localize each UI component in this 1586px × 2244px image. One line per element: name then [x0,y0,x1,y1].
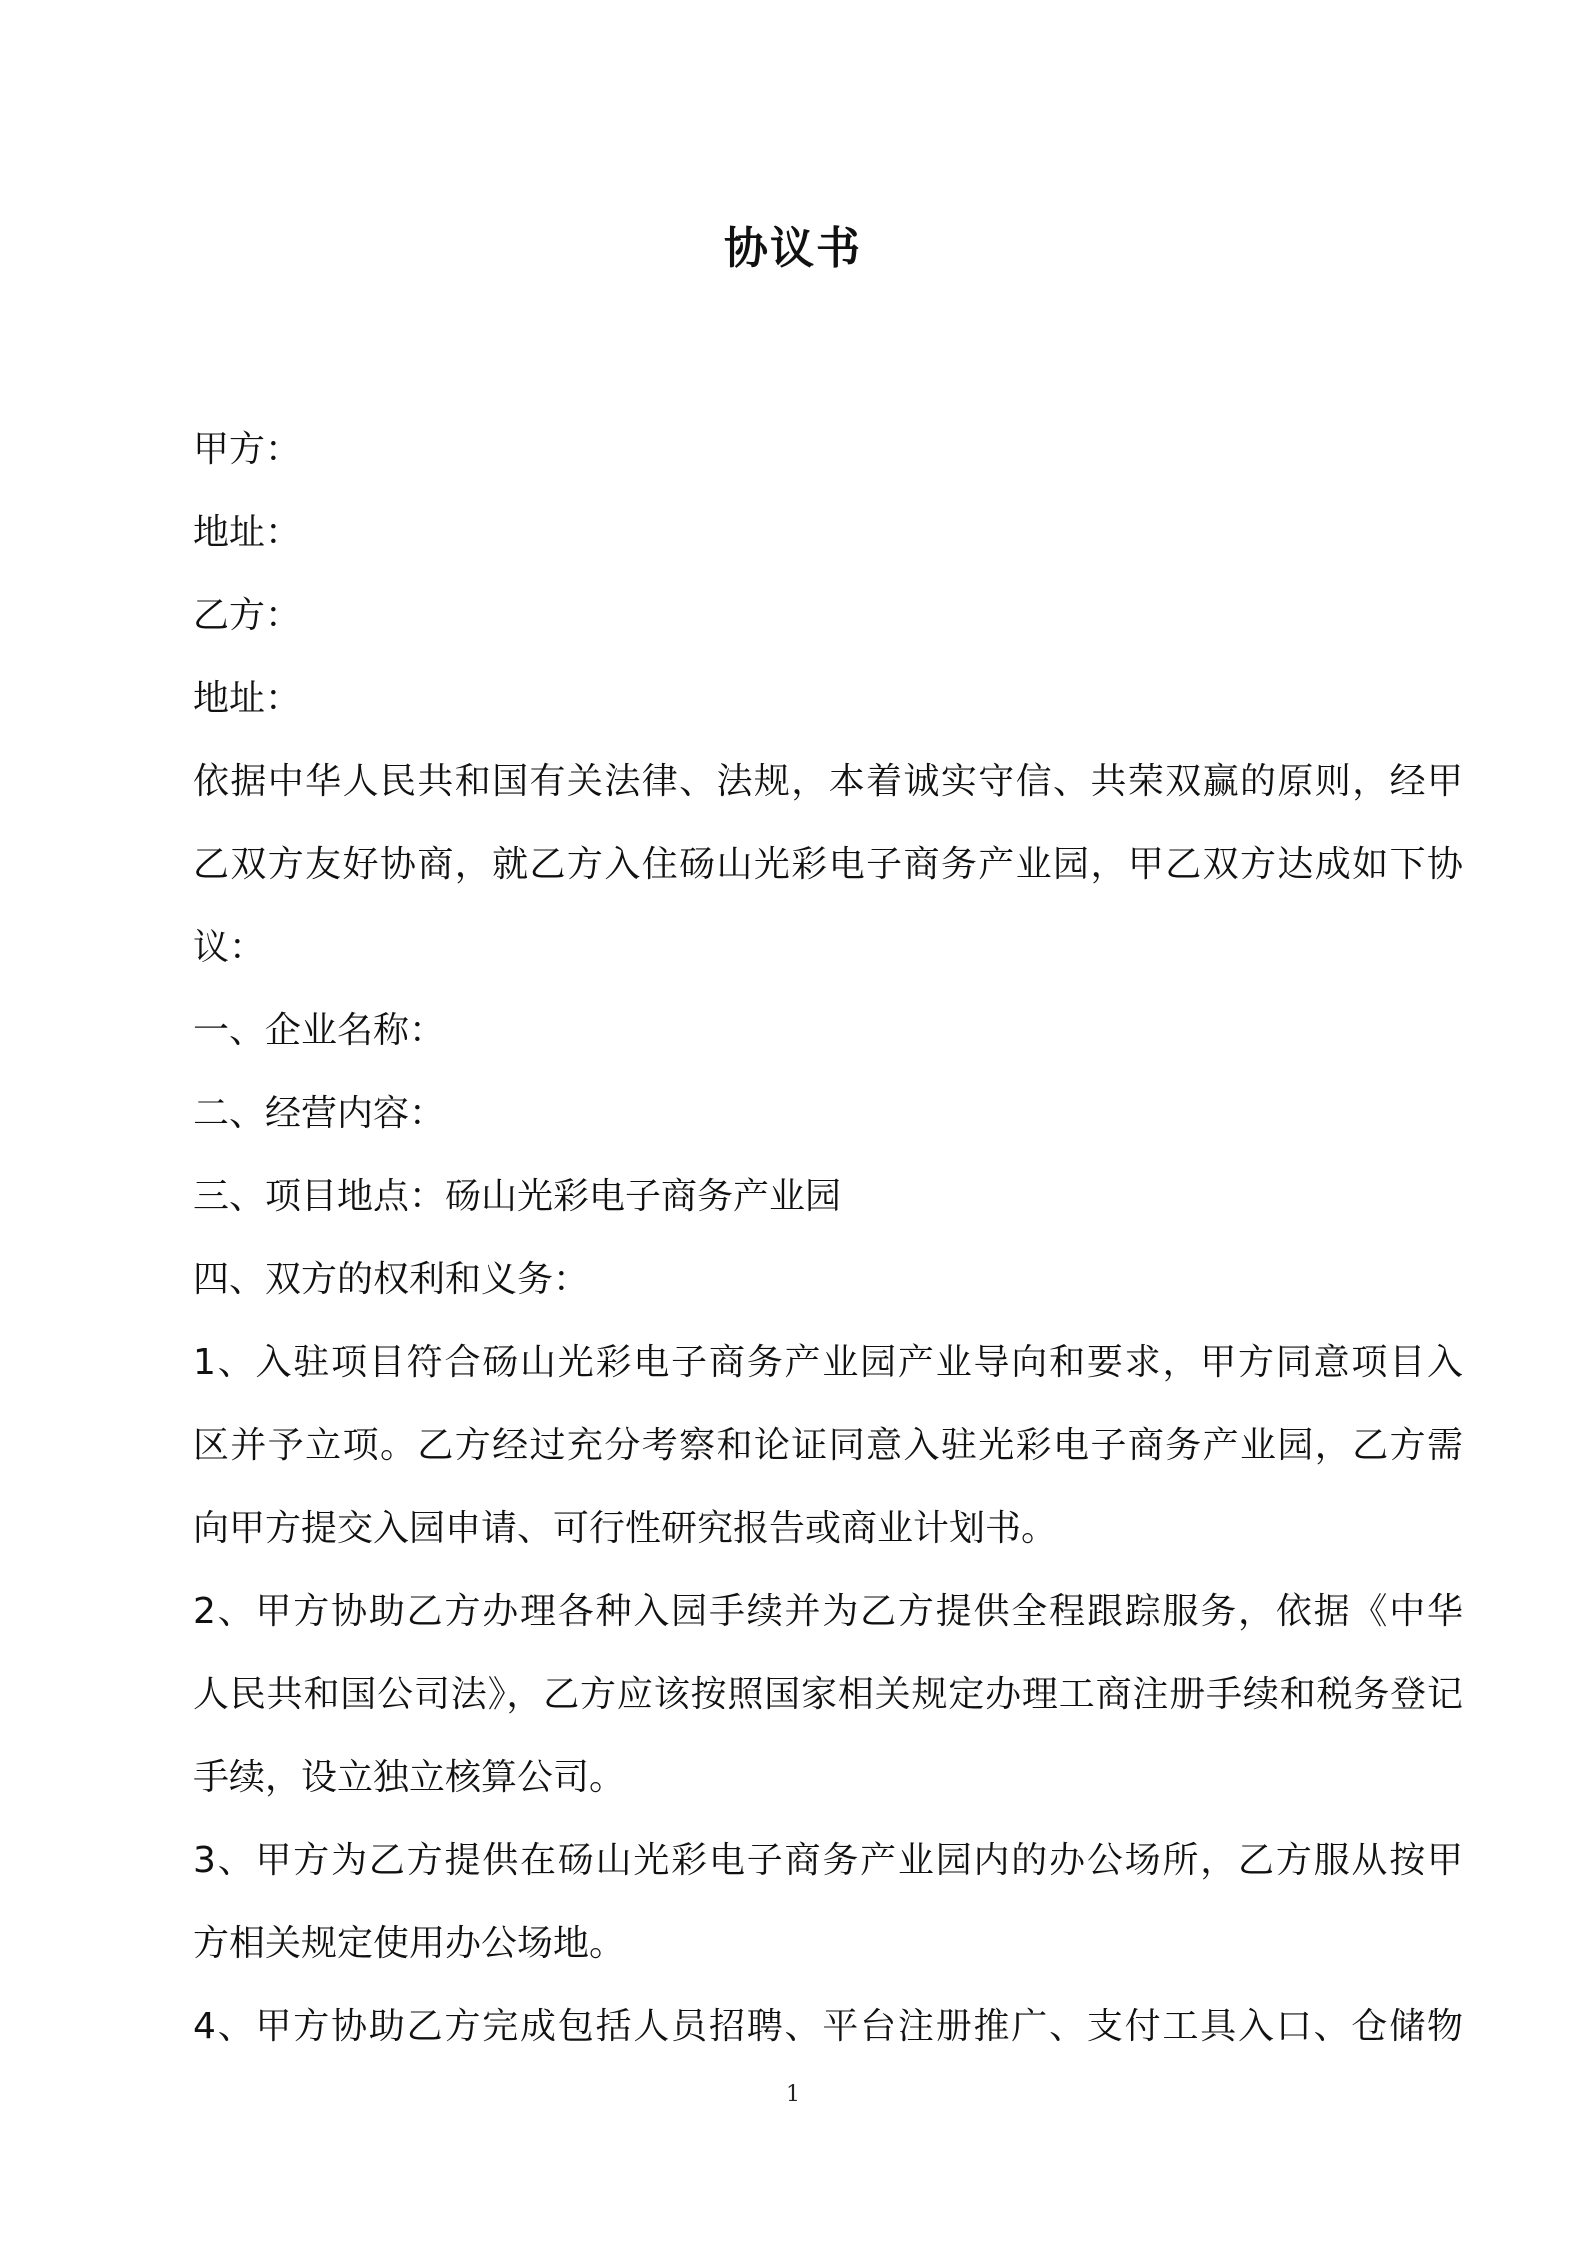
clause-3-line-1: 3、甲方为乙方提供在砀山光彩电子商务产业园内的办公场所，乙方服从按甲 [193,1840,1463,1881]
section-project-location: 三、项目地点：砀山光彩电子商务产业园 [193,1176,842,1217]
intro-line-2: 乙双方友好协商，就乙方入住砀山光彩电子商务产业园，甲乙双方达成如下协 [193,844,1463,885]
party-b-label: 乙方： [193,595,302,636]
intro-line-3: 议： [193,927,266,968]
document-body [193,408,1463,2068]
clause-1-line-2: 区并予立项。乙方经过充分考察和论证同意入驻光彩电子商务产业园，乙方需 [193,1425,1463,1466]
clause-1-line-3: 向甲方提交入园申请、可行性研究报告或商业计划书。 [193,1508,1058,1549]
clause-4-line-1: 4、甲方协助乙方完成包括人员招聘、平台注册推广、支付工具入口、仓储物 [193,2006,1463,2047]
page-title: 协议书 [724,223,862,274]
clause-2-line-3: 手续，设立独立核算公司。 [193,1757,626,1798]
address-b-label: 地址： [193,678,302,719]
section-rights-obligations: 四、双方的权利和义务： [193,1259,590,1300]
section-company-name: 一、企业名称： [193,1010,446,1051]
clause-2-line-1: 2、甲方协助乙方办理各种入园手续并为乙方提供全程跟踪服务，依据《中华 [193,1591,1463,1632]
clause-2-line-2: 人民共和国公司法》，乙方应该按照国家相关规定办理工商注册手续和税务登记 [193,1674,1463,1715]
intro-line-1: 依据中华人民共和国有关法律、法规，本着诚实守信、共荣双赢的原则，经甲 [193,761,1463,802]
section-business-scope: 二、经营内容： [193,1093,446,1134]
clause-3-line-2: 方相关规定使用办公场地。 [193,1923,626,1964]
party-a-label: 甲方： [193,429,302,470]
page-number: 1 [786,2082,800,2107]
clause-1-line-1: 1、入驻项目符合砀山光彩电子商务产业园产业导向和要求，甲方同意项目入 [193,1342,1463,1383]
address-a-label: 地址： [193,512,302,553]
